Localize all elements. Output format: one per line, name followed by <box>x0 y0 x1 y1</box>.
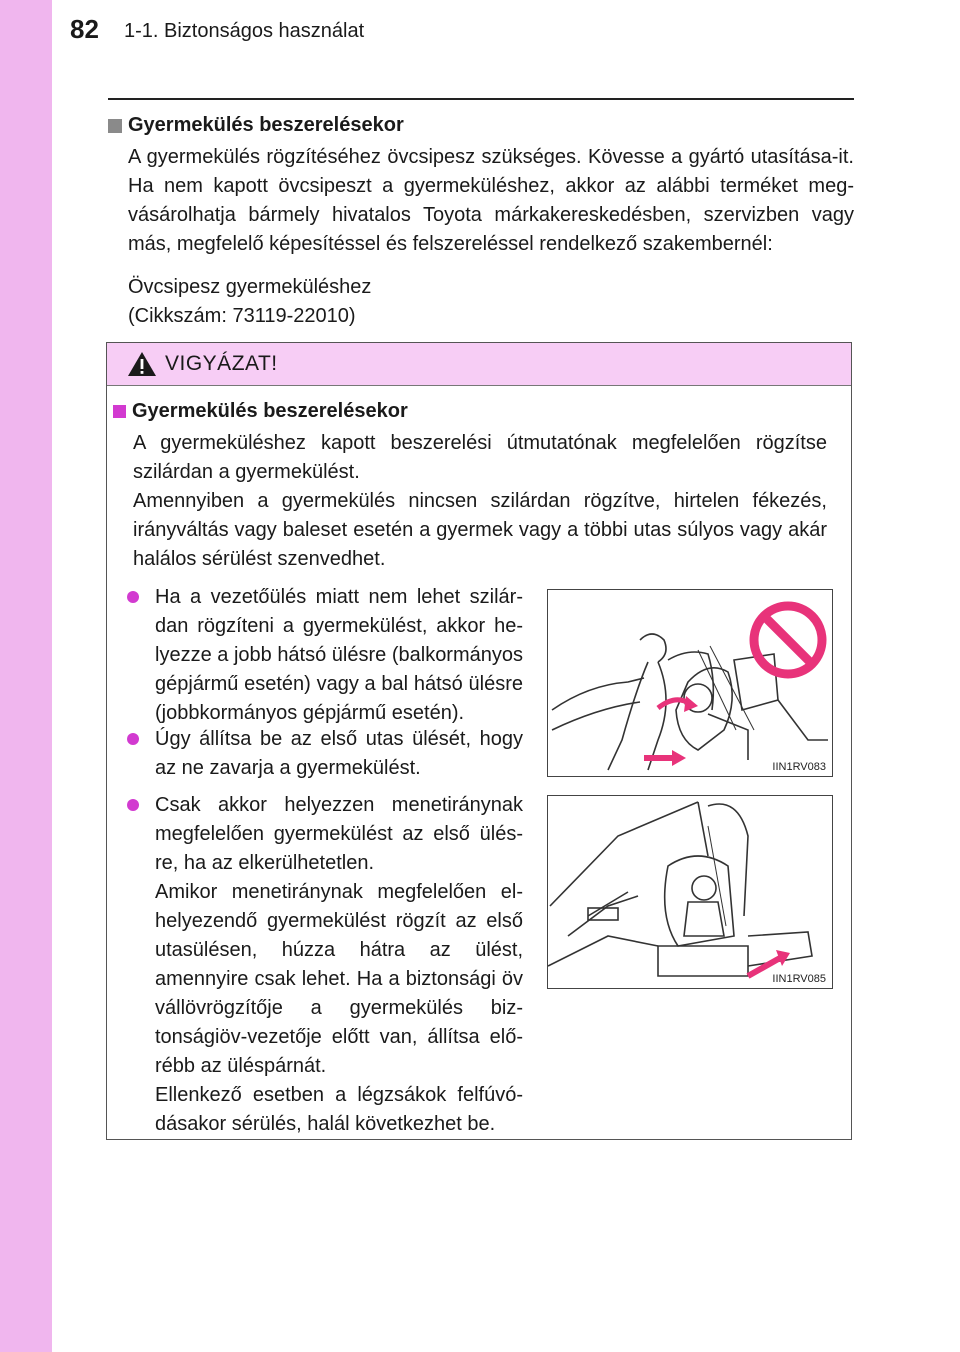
product-info <box>128 273 854 331</box>
warning-heading: Gyermekülés beszerelésekor <box>113 400 851 423</box>
side-tab <box>0 0 52 1352</box>
product-code: (Cikkszám: 73119-22010) <box>128 305 356 327</box>
chapter-title: 1-1. Biztonságos használat <box>124 20 365 42</box>
square-bullet-icon <box>108 119 122 133</box>
section-paragraph: A gyermekülés rögzítéséhez övcsipesz szükséges. Kövesse a gyártó utasítása-it. Ha nem kapott övcsipeszt a gyermeküléshez, akkor az alábbi terméket meg-vásárolhatja bármely hivatalos Toyota márkakereskedésben, szervizben vagy más, megfelelő képesítéssel és felszereléssel rendelkező szakembernél: <box>128 146 854 255</box>
bullet-dot-icon <box>127 733 139 745</box>
header-rule <box>108 98 854 100</box>
warning-paragraph-2: Amennyiben a gyermekülés nincsen szilárdan rögzítve, hirtelen fékezés, irányváltás vagy baleset esetén a gyermek vagy a többi utas súlyos vagy akár halálos sérülést szenvedhet. <box>133 490 827 570</box>
figure-code: IIN1RV085 <box>772 973 826 985</box>
warning-bullet: Ha a vezetőülés miatt nem lehet szilár-dan rögzíteni a gyermekülést, akkor he-lyezze a jobb hátsó ülésre (balkormányos gépjármű esetén) vagy a bal hátsó ülésre (jobbkormányos gépjármű esetén). <box>127 583 523 728</box>
warning-box <box>106 342 852 1140</box>
figure-forward-facing-seat <box>547 795 833 989</box>
section <box>108 114 854 331</box>
page-number: 82 <box>70 14 99 44</box>
bullet-dot-icon <box>127 591 139 603</box>
warning-title: VIGYÁZAT! <box>165 352 278 375</box>
bullet-dot-icon <box>127 799 139 811</box>
rear-facing-child-seat-illustration <box>548 590 831 775</box>
warning-bullet: Csak akkor helyezzen menetiránynak megfelelően gyermekülést az első ülés-re, ha az elkerülhetetlen. Amikor menetiránynak megfelelően el-helyezendő gyermekülést rögzít az első utasülésen, húzza hátra az ülést, amennyire csak lehet. Ha a biztonsági öv vállövrögzítője a gyermekülés biz-tonságiöv-vezetője előtt van, állítsa elő-rébb az üléspárnát. Ellenkező esetben a légzsákok felfúvó-dásakor sérülés, halál következhet be. <box>127 791 523 1139</box>
warning-body <box>107 386 851 574</box>
section-heading: Gyermekülés beszerelésekor <box>108 114 854 137</box>
warning-triangle-icon <box>127 351 157 377</box>
forward-facing-child-seat-illustration <box>548 796 831 987</box>
square-bullet-icon <box>113 405 126 418</box>
product-name: Övcsipesz gyermeküléshez <box>128 276 372 298</box>
warning-paragraph-1: A gyermeküléshez kapott beszerelési útmutatónak megfelelően rögzítse szilárdan a gyermekülést. <box>133 432 827 483</box>
figure-code: IIN1RV083 <box>772 761 826 773</box>
figure-rear-facing-seat <box>547 589 833 777</box>
warning-header <box>107 343 851 386</box>
warning-bullet: Úgy állítsa be az első utas ülését, hogy az ne zavarja a gyermekülést. <box>127 725 523 783</box>
